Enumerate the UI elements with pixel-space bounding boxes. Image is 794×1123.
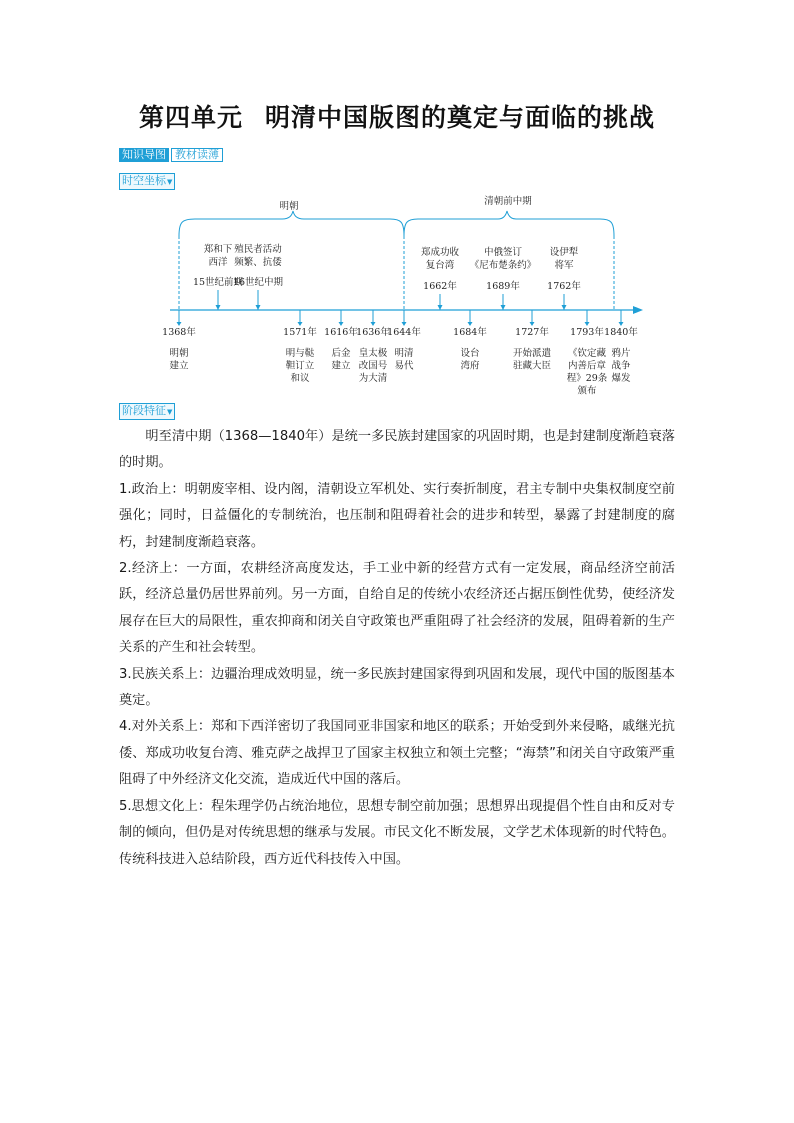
below-event-year: 1840年 <box>604 327 638 338</box>
period-ming: 明朝 <box>279 201 299 212</box>
tick-arrow-icon <box>339 322 344 326</box>
below-event-label: 皇太极 <box>358 348 388 359</box>
timeline-above-events <box>193 243 581 310</box>
below-event-year: 1684年 <box>453 327 487 338</box>
below-event-label: 颁布 <box>577 385 597 397</box>
below-event-year: 1636年 <box>356 327 390 338</box>
above-event-label: 频繁、抗倭 <box>234 257 282 268</box>
below-event-label: 明清 <box>394 348 414 359</box>
above-event-date: 1662年 <box>423 281 457 292</box>
below-event-label: 易代 <box>394 360 414 372</box>
above-event-label: 西洋 <box>208 257 228 268</box>
tick-arrow-icon <box>619 322 624 326</box>
section-label-timeline-text: 时空坐标 <box>122 174 166 187</box>
tick-arrow-icon <box>298 322 303 326</box>
tick-arrow-icon <box>177 322 182 326</box>
tick-arrow-icon <box>216 305 221 310</box>
unit-name: 明清中国版图的奠定与面临的挑战 <box>265 103 656 132</box>
above-event-label: 郑成功收 <box>420 247 460 258</box>
above-event-date: 1689年 <box>486 281 520 292</box>
above-event-label: 郑和下 <box>203 244 233 255</box>
below-event-year: 1571年 <box>283 327 317 338</box>
tick-arrow-icon <box>438 305 443 310</box>
below-event-year: 1727年 <box>515 327 549 338</box>
tag-textbook-summary: 教材读薄 <box>171 148 223 162</box>
below-event-label: 为大清 <box>358 373 388 384</box>
above-event-label: 设伊犁 <box>549 247 579 258</box>
stage-features-text <box>119 424 675 873</box>
foreign-paragraph: 4.对外关系上：郑和下西洋密切了我国同亚非国家和地区的联系；开始受到外来侵略，戚继光抗倭、郑成功收复台湾、雅克萨之战捍卫了国家主权独立和领土完整；“海禁”和闭关自守政策严重阻碍了中外经济文化交流，造成近代中国的落后。 <box>119 719 675 788</box>
political-paragraph: 1.政治上：明朝废宰相、设内阁，清朝设立军机处、实行奏折制度，君主专制中央集权制度空前强化；同时，日益僵化的专制统治，也压制和阻碍着社会的进步和转型，暴露了封建制度的腐朽，封建制度渐趋衰落。 <box>119 481 675 550</box>
intro-paragraph: 明至清中期（1368—1840年）是统一多民族封建国家的巩固时期，也是封建制度渐趋衰落的时期。 <box>119 429 675 471</box>
below-event-year: 1793年 <box>570 327 604 338</box>
below-event-year: 1616年 <box>324 327 358 338</box>
period-qing: 清朝前中期 <box>484 196 532 207</box>
below-event-label: 湾府 <box>460 360 480 372</box>
tick-arrow-icon <box>468 322 473 326</box>
below-event-year: 1368年 <box>162 327 196 338</box>
below-event-label: 设台 <box>460 348 480 359</box>
unit-number: 第四单元 <box>138 103 243 132</box>
above-event-date: 16世纪中期 <box>232 277 284 288</box>
above-event-label: 将军 <box>554 260 574 271</box>
above-event-label: 《尼布楚条约》 <box>469 260 537 271</box>
below-event-label: 驻藏大臣 <box>512 360 552 372</box>
triangle-down-icon: ▼ <box>167 178 173 186</box>
below-event-label: 改国号 <box>358 360 388 372</box>
above-event-label: 复台湾 <box>425 260 455 271</box>
below-event-label: 建立 <box>169 360 189 372</box>
below-event-label: 明与鞑 <box>285 348 315 359</box>
below-event-year: 1644年 <box>387 327 421 338</box>
below-event-label: 开始派遣 <box>512 348 552 359</box>
above-event-date: 1762年 <box>547 281 581 292</box>
qing-brace <box>404 211 614 236</box>
below-event-label: 建立 <box>331 360 351 372</box>
section-label-stage-text: 阶段特征 <box>122 404 166 417</box>
below-event-label: 内善后章 <box>567 360 607 372</box>
below-event-label: 和议 <box>290 373 310 384</box>
section-label-stage <box>119 403 175 420</box>
timeline-arrow-icon <box>633 306 643 314</box>
tick-arrow-icon <box>562 305 567 310</box>
culture-paragraph: 5.思想文化上：程朱理学仍占统治地位，思想专制空前加强；思想界出现提倡个性自由和反对专制的倾向，但仍是对传统思想的继承与发展。市民文化不断发展，文学艺术体现新的时代特色。传统科技进入总结阶段，西方近代科技传入中国。 <box>119 798 675 867</box>
below-event-label: 后金 <box>331 348 351 359</box>
below-event-label: 战争 <box>611 360 631 372</box>
above-event-label: 中俄签订 <box>483 247 523 258</box>
tick-arrow-icon <box>585 322 590 326</box>
triangle-down-icon: ▼ <box>167 408 173 416</box>
tick-arrow-icon <box>501 305 506 310</box>
tick-arrow-icon <box>371 322 376 326</box>
ethnic-paragraph: 3.民族关系上：边疆治理成效明显，统一多民族封建国家得到巩固和发展，现代中国的版图基本奠定。 <box>119 666 675 709</box>
below-event-label: 靼订立 <box>285 360 315 372</box>
tag-knowledge-map: 知识导图 <box>119 148 169 162</box>
above-event-label: 殖民者活动 <box>234 244 282 255</box>
tick-arrow-icon <box>256 305 261 310</box>
tick-arrow-icon <box>402 322 407 326</box>
below-event-label: 明朝 <box>169 348 189 359</box>
tick-arrow-icon <box>530 322 535 326</box>
below-event-label: 爆发 <box>611 373 631 384</box>
below-event-label: 程》29条 <box>566 373 608 384</box>
economic-paragraph: 2.经济上：一方面，农耕经济高度发达，手工业中新的经营方式有一定发展，商品经济空前活跃，经济总量仍居世界前列。另一方面，自给自足的传统小农经济还占据压倒性优势，使经济发展存在巨大的局限性，重农抑商和闭关自守政策也严重阻碍了社会经济的发展，阻碍着新的生产关系的产生和社会转型。 <box>119 561 675 656</box>
timeline-below-events <box>162 310 638 397</box>
below-event-label: 《钦定藏 <box>567 348 607 359</box>
ming-brace <box>179 211 404 236</box>
timeline-diagram <box>0 0 794 400</box>
below-event-label: 鸦片 <box>611 348 631 359</box>
above-event-date: 15世纪前期 <box>192 277 244 288</box>
